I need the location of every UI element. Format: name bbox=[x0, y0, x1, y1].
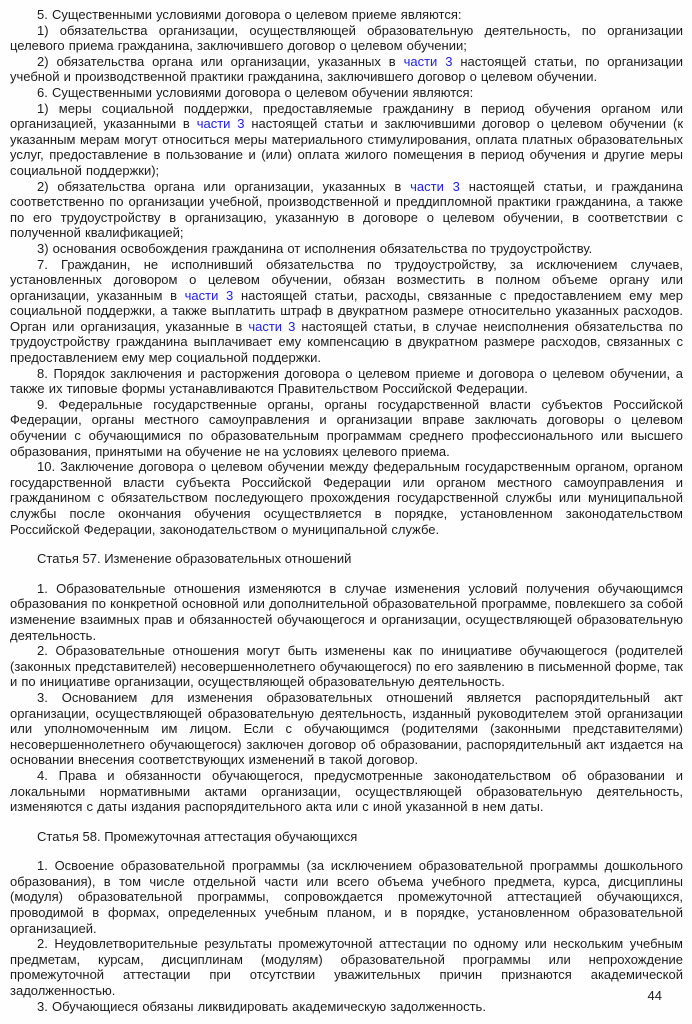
text-segment: 1. Освоение образовательной программы (за исключением образовательной программы дошкольного образования), в том числе отдельной части или всего объема учебного предмета, курса, дисциплины (модуля) образовательной программы, сопровождается промежуточной аттестацией обучающихся, проводимой в формах, определенных учебным планом, и в порядке, установленном образовательной организацией. bbox=[10, 858, 683, 936]
text-segment: 10. Заключение договора о целевом обучении между федеральным государственным органом, органом государственной власти субъекта Российской Федерации или органом местного самоуправления и гражданином с обязательством последующего прохождения государственной службы или муниципальной службы после окончания обучения осуществляется в порядке, установленном законодательством Российской Федерации, законодательством о муниципальной службе. bbox=[10, 459, 683, 537]
paragraph bbox=[10, 241, 683, 257]
paragraph bbox=[10, 999, 683, 1015]
text-segment: 1) меры социальной поддержки, предоставляемые гражданину в период обучения органом или организацией, указанными в bbox=[10, 100, 683, 132]
text-segment: 3. Основанием для изменения образовательных отношений является распорядительный акт организации, осуществляющей образовательную деятельность, изданный руководителем этой организации или уполномоченным им лицом. Если с обучающимся (родителями (законными представителями) несовершеннолетнего обучающегося) заключен договор об образовании, распорядительный акт издается на основании внесения соответствующих изменений в такой договор. bbox=[10, 689, 683, 768]
text-segment: 7. Гражданин, не исполнивший обязательства по трудоустройству, за исключением случаев, установленных договором о целевом обучении, обязан возместить в полном объеме органу или организации, указанным в bbox=[10, 256, 683, 303]
text-segment: 2. Образовательные отношения могут быть изменены как по инициативе обучающегося (родителей (законных представителей) несовершеннолетнего обучающегося) по его заявлению в письменной форме, так и по инициативе организации, осуществляющей образовательную деятельность. bbox=[10, 643, 683, 690]
part-3-link[interactable]: части 3 bbox=[184, 287, 234, 303]
text-segment: настоящей статьи, в случае неисполнения обязательства по трудоустройству гражданина выплачивает ему компенсацию в двукратном размере расходов, связанных с предоставлением ему мер социальной поддержки. bbox=[10, 318, 683, 366]
paragraph bbox=[10, 643, 683, 690]
document-body bbox=[10, 7, 683, 1014]
text-segment: 3. Обучающиеся обязаны ликвидировать академическую задолженность. bbox=[37, 998, 486, 1014]
paragraph bbox=[10, 768, 683, 815]
text-segment: 1. Образовательные отношения изменяются в случае изменения условий получения обучающимся образования по конкретной основной или дополнительной образовательной программе, повлекшего за собой изменение взаимных прав и обязанностей обучающегося и организации, осуществляющей образовательную деятельность. bbox=[10, 580, 683, 643]
text-segment: 4. Права и обязанности обучающегося, предусмотренные законодательством об образовании и локальными нормативными актами организации, осуществляющей образовательную деятельность, изменяются с даты издания распорядительного акта или с иной указанной в нем даты. bbox=[10, 767, 683, 815]
text-segment: настоящей статьи, и гражданина соответственно по организации учебной, производственной и преддипломной практики гражданина, а также по его трудоустройству в организацию, указанную в договоре о целевом обучении, в соответствии с полученной квалификацией; bbox=[10, 178, 683, 241]
paragraph bbox=[10, 366, 683, 397]
part-3-link[interactable]: части 3 bbox=[196, 116, 245, 132]
paragraph bbox=[10, 936, 683, 998]
paragraph bbox=[10, 101, 683, 179]
paragraph bbox=[10, 459, 683, 537]
paragraph bbox=[10, 85, 683, 101]
text-segment: настоящей статьи, расходы, связанные с предоставлением ему мер социальной поддержки, а также выплатить штраф в двукратном размере относительно указанных расходов. Орган или организация, указанные в bbox=[10, 287, 684, 334]
text-segment: 5. Существенными условиями договора о целевом приеме являются: bbox=[37, 7, 462, 22]
text-segment: Статья 58. Промежуточная аттестация обучающихся bbox=[37, 828, 358, 844]
paragraph bbox=[10, 257, 683, 366]
part-3-link[interactable]: части 3 bbox=[410, 178, 460, 194]
part-3-link[interactable]: части 3 bbox=[403, 53, 453, 69]
paragraph bbox=[10, 858, 683, 936]
paragraph bbox=[10, 397, 683, 459]
text-segment: 9. Федеральные государственные органы, органы государственной власти субъектов Российской Федерации, органы местного самоуправления и организации вправе заключать договоры о целевом обучении с обучающимися по образовательным программам среднего профессионального или высшего образования, принятыми на обучение не на условиях целевого приема. bbox=[10, 396, 683, 459]
text-segment: 1) обязательства организации, осуществляющей образовательную деятельность, по организации целевого приема гражданина, заключившего договор о целевом обучении; bbox=[10, 22, 683, 54]
paragraph bbox=[10, 690, 683, 768]
article-heading bbox=[10, 551, 683, 567]
paragraph bbox=[10, 54, 683, 85]
paragraph bbox=[10, 23, 683, 54]
text-segment: 3) основания освобождения гражданина от исполнения обязательства по трудоустройству. bbox=[37, 240, 593, 256]
paragraph bbox=[10, 7, 683, 23]
article-heading bbox=[10, 829, 683, 845]
text-segment: Статья 57. Изменение образовательных отношений bbox=[37, 551, 352, 567]
text-segment: 2) обязательства органа или организации, указанных в bbox=[37, 53, 404, 69]
text-segment: 6. Существенными условиями договора о целевом обучении являются: bbox=[37, 84, 474, 100]
part-3-link[interactable]: части 3 bbox=[248, 318, 296, 334]
text-segment: 2. Неудовлетворительные результаты промежуточной аттестации по одному или нескольким учебным предметам, курсам, дисциплинам (модулям) образовательной программы или непрохождение промежуточной аттестации при отсутствии уважительных причин признаются академической задолженностью. bbox=[10, 936, 683, 999]
paragraph bbox=[10, 179, 683, 241]
paragraph bbox=[10, 581, 683, 643]
text-segment: настоящей статьи и заключившими договор о целевом обучении (к указанным мерам могут относиться меры материального стимулирования, оплата платных образовательных услуг, предоставление в пользование и (или) оплата жилого помещения в период обучения и другие меры социальной поддержки); bbox=[10, 116, 684, 178]
page-number: 44 bbox=[647, 988, 662, 1003]
text-segment: 2) обязательства органа или организации, указанных в bbox=[37, 178, 411, 194]
text-segment: настоящей статьи, по организации учебной и производственной практики гражданина, заключившего договор о целевом обучении. bbox=[10, 53, 684, 85]
text-segment: 8. Порядок заключения и расторжения договора о целевом приеме и договора о целевом обучении, а также их типовые формы устанавливаются Правительством Российской Федерации. bbox=[10, 365, 683, 397]
